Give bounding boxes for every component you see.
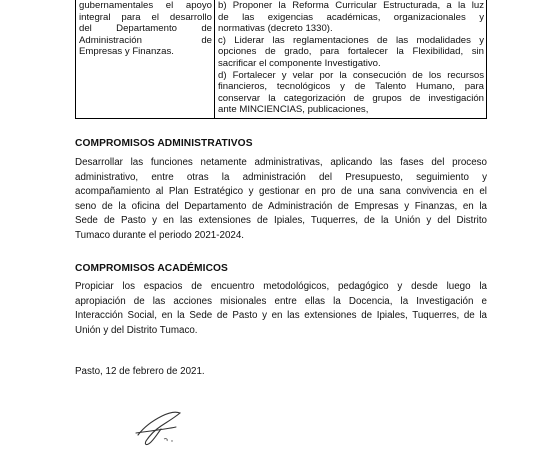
admin-heading: COMPROMISOS ADMINISTRATIVOS [75,138,253,149]
academic-paragraph [75,280,487,338]
commitments-table [75,0,487,119]
paragraph-line: Propiciar los espacios de encuentro metodológicos, pedagógico y desde luego la [75,281,487,292]
cell-line: conservar la categorización de grupos de investigación [218,92,484,104]
paragraph-line: seno de la oficina del Departamento de Administración de Empresas y Finanzas, en la [75,200,487,212]
place-date: Pasto, 12 de febrero de 2021. [75,366,205,377]
paragraph-line: Unión y del Distrito Tumaco. [75,324,198,336]
paragraph-line: Tumaco durante el periodo 2021-2024. [75,229,245,241]
cell-line: normativas (decreto 1330). [218,23,333,35]
academic-heading: COMPROMISOS ACADÉMICOS [75,263,228,274]
cell-line: d) Fortalecer y velar por la consecución de los recursos [218,69,484,81]
table-cell-left [76,0,215,118]
cell-line: financieros, tecnológicos y de Talento Humano, para [218,81,484,93]
table-cell-right [215,0,487,118]
admin-paragraph [75,156,487,244]
table-row [76,0,487,118]
cell-line: de las exigencias académicas, organizacionales y [218,11,484,23]
cell-line: sacrificar el componente Investigativo. [218,57,381,69]
paragraph-line: Interacción Social, en la Sede de Pasto y en las extensiones de Ipiales, Tuquerres, de la [75,310,487,322]
cell-line: integral para el desarrollo [79,11,212,23]
paragraph-line: Sede de Pasto y en las extensiones de Ipiales, Tuquerres, de la Unión y del Distrito [75,215,487,227]
cell-line: c) Liderar las reglamentaciones de las modalidades y [218,34,484,46]
cell-line: ante MINCIENCIAS, publicaciones, [218,104,369,116]
cell-line: opciones de grado, para fortalecer la Flexibilidad, sin [218,46,484,58]
cell-line: Administración de [79,34,212,46]
paragraph-line: Desarrollar las funciones netamente administrativas, aplicando las fases del proceso [75,157,487,168]
paragraph-line: apropiación de las acciones misionales entre ellas la Docencia, la Investigación e [75,295,487,307]
paragraph-line: administrativo, entre otras la administración del Presupuesto, seguimiento y [75,171,487,183]
cell-line: b) Proponer la Reforma Curricular Estructurada, a la luz [218,0,484,11]
cell-line: Empresas y Finanzas. [79,46,174,58]
cell-line: del Departamento de [79,23,212,35]
paragraph-line: acompañamiento al Plan Estratégico y gestionar en pro de una sana convivencia en el [75,186,487,198]
cell-line: gubernamentales el apoyo [79,0,212,11]
signature-image [128,405,192,449]
